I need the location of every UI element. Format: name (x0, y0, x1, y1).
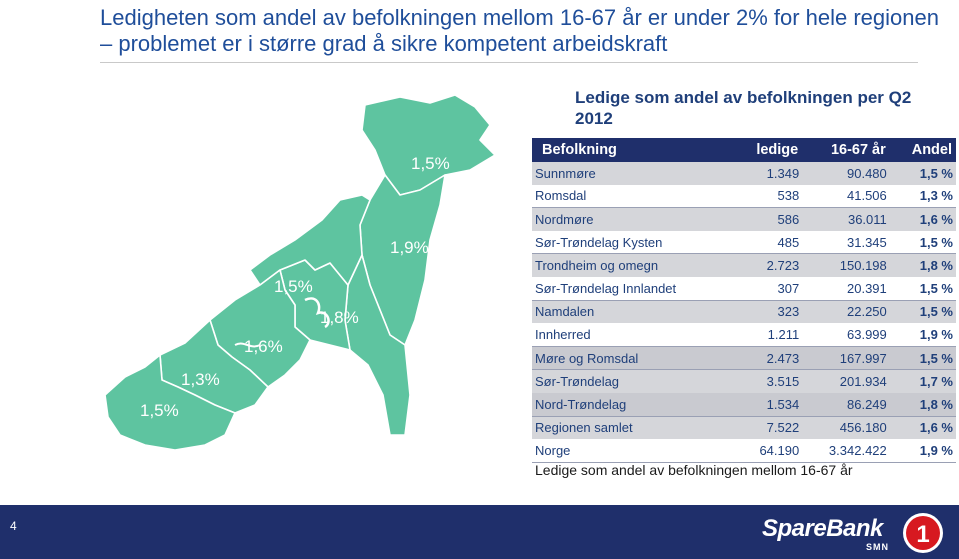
svg-text:1: 1 (916, 521, 930, 548)
table-caption: Ledige som andel av befolkningen mellom 16-67 år (535, 462, 853, 478)
row-region: Regionen samlet (532, 416, 734, 439)
row-ledige: 586 (734, 208, 802, 231)
table-row (532, 346, 956, 370)
map-label-innherred: 1,9% (390, 238, 429, 257)
table-row (532, 370, 956, 393)
table-row (532, 416, 956, 439)
row-ledige: 485 (734, 231, 802, 254)
row-ledige: 2.473 (734, 346, 802, 370)
row-population: 31.345 (802, 231, 890, 254)
row-ledige: 1.211 (734, 323, 802, 346)
row-ledige: 307 (734, 277, 802, 300)
table-row (532, 208, 956, 231)
row-region: Sør-Trøndelag Innlandet (532, 277, 734, 300)
row-population: 90.480 (802, 162, 890, 185)
brand-name: SpareBank (762, 515, 883, 542)
slide-title: Ledigheten som andel av befolkningen mellom 16-67 år er under 2% for hele regionen – problemet er i større grad å sikre kompetent arbeidskraft (100, 5, 939, 56)
title-divider (100, 62, 918, 63)
header-ledige: ledige (734, 138, 802, 162)
brand-subtitle: SMN (866, 542, 889, 552)
row-region: Namdalen (532, 300, 734, 323)
row-region: Sør-Trøndelag (532, 370, 734, 393)
row-share: 1,6 % (890, 416, 956, 439)
row-region: Trondheim og omegn (532, 254, 734, 277)
row-ledige: 1.349 (734, 162, 802, 185)
table-row (532, 277, 956, 300)
row-ledige: 1.534 (734, 393, 802, 416)
row-share: 1,5 % (890, 162, 956, 185)
row-population: 20.391 (802, 277, 890, 300)
table-row (532, 254, 956, 277)
row-share: 1,6 % (890, 208, 956, 231)
footer-bar (0, 505, 959, 559)
map-label-trondheim: 1,8% (320, 308, 359, 327)
row-region: Sunnmøre (532, 162, 734, 185)
row-population: 36.011 (802, 208, 890, 231)
header-16-67: 16-67 år (802, 138, 890, 162)
row-population: 201.934 (802, 370, 890, 393)
table-row (532, 185, 956, 208)
sparebank-logo-icon (900, 511, 946, 555)
row-population: 3.342.422 (802, 439, 890, 462)
row-ledige: 7.522 (734, 416, 802, 439)
row-share: 1,9 % (890, 439, 956, 462)
map-label-namdalen: 1,5% (411, 154, 450, 173)
row-share: 1,5 % (890, 300, 956, 323)
row-ledige: 3.515 (734, 370, 802, 393)
map-label-romsdal: 1,3% (181, 370, 220, 389)
row-share: 1,8 % (890, 393, 956, 416)
header-andel: Andel (890, 138, 956, 162)
table-row (532, 323, 956, 346)
table-row (532, 300, 956, 323)
row-ledige: 64.190 (734, 439, 802, 462)
row-population: 41.506 (802, 185, 890, 208)
row-population: 167.997 (802, 346, 890, 370)
table-row (532, 393, 956, 416)
row-population: 86.249 (802, 393, 890, 416)
row-share: 1,5 % (890, 277, 956, 300)
table-title: Ledige som andel av befolkningen per Q2 2012 (575, 88, 912, 128)
row-region: Nord-Trøndelag (532, 393, 734, 416)
row-ledige: 323 (734, 300, 802, 323)
row-region: Sør-Trøndelag Kysten (532, 231, 734, 254)
table-body (532, 162, 956, 462)
row-share: 1,5 % (890, 346, 956, 370)
row-region: Nordmøre (532, 208, 734, 231)
row-share: 1,7 % (890, 370, 956, 393)
row-population: 22.250 (802, 300, 890, 323)
table-row (532, 439, 956, 462)
row-population: 456.180 (802, 416, 890, 439)
map-label-sunnmore: 1,5% (140, 401, 179, 420)
row-region: Norge (532, 439, 734, 462)
row-region: Romsdal (532, 185, 734, 208)
row-ledige: 2.723 (734, 254, 802, 277)
row-share: 1,9 % (890, 323, 956, 346)
row-region: Innherred (532, 323, 734, 346)
map-label-st-kysten: 1,5% (274, 277, 313, 296)
unemployment-table (532, 138, 956, 463)
table-row (532, 162, 956, 185)
row-share: 1,5 % (890, 231, 956, 254)
table-header-row (532, 138, 956, 162)
row-population: 150.198 (802, 254, 890, 277)
row-share: 1,8 % (890, 254, 956, 277)
row-population: 63.999 (802, 323, 890, 346)
row-region: Møre og Romsdal (532, 346, 734, 370)
row-share: 1,3 % (890, 185, 956, 208)
table-row (532, 231, 956, 254)
header-befolkning: Befolkning (532, 138, 734, 162)
page-number: 4 (10, 519, 17, 533)
map-label-nordmore: 1,6% (244, 337, 283, 356)
row-ledige: 538 (734, 185, 802, 208)
map-label-st-innlandet: 1,5% (323, 360, 362, 379)
